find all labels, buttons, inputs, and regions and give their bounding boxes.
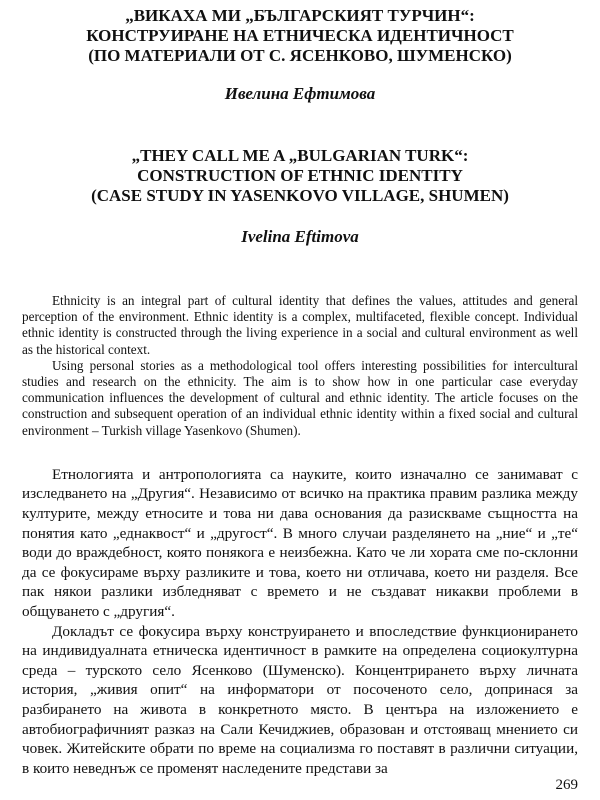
body-text — [22, 465, 578, 779]
abstract-paragraph: Ethnicity is an integral part of cultural identity that defines the values, attitudes and general perception of the environment. Ethnic identity is a complex, multifaceted, flexible concept. Individual ethnic identity is constructed through the living experience in a social and cultural environment as well as the historical context. — [22, 293, 578, 357]
title-bg-line: „ВИКАХА МИ „БЪЛГАРСКИЯТ ТУРЧИН“: — [125, 6, 475, 25]
body-paragraph: Етнологията и антропологията са науките, които изначално се занимават с изследването на „Другия“. Независимо от всичко на практика правим разлика между културите, между етносите и това ни дава основания да разискваме същността на понятия като „еднаквост“ и „другост“. В много случаи разделянето на „ние“ и „те“ води до враждебност, която понякога е неизбежна. Като че ли хората сме по-склонни да се фокусираме върху разликите и това, което ни отличава, което ни разделя. Все пак някои разлики избледняват с времето и не създават никакви проблеми в общуването с „другия“. — [22, 465, 578, 620]
body-paragraph: Докладът се фокусира върху конструирането и впоследствие функционирането на индивидуалната етническа идентичност в рамките на определена социокултурна среда – турското село Ясенково (Шуменско). Концентрирането върху личната история, „живия опит“ на информатори от посоченото село, допринася за разбирането на живота в конкретното място. В центъра на изложението е автобиографичният разказ на Сали Кечиджиев, образован и отстояващ мнението си човек. Житейските обрати по време на социализма го поставят в различни ситуации, в които неведнъж се променят наследените представи за — [22, 622, 578, 777]
author-bulgarian: Ивелина Ефтимова — [224, 84, 376, 103]
title-bg-line: КОНСТРУИРАНЕ НА ЕТНИЧЕСКА ИДЕНТИЧНОСТ — [86, 26, 514, 45]
title-bg-line: (ПО МАТЕРИАЛИ ОТ С. ЯСЕНКОВО, ШУМЕНСКО) — [88, 46, 512, 65]
abstract — [22, 293, 578, 439]
page-number: 269 — [555, 777, 578, 793]
title-en-line: „THEY CALL ME A „BULGARIAN TURK“: — [131, 146, 469, 165]
title-english — [22, 146, 578, 206]
title-bulgarian — [22, 6, 578, 66]
author-english: Ivelina Eftimova — [241, 227, 359, 246]
abstract-paragraph: Using personal stories as a methodological tool offers interesting possibilities for intercultural studies and research on the ethnicity. The aim is to show how in one particular case everyday communication influences the development of cultural and ethnic identity. The article focuses on the construction and subsequent operation of an individual ethnic identity within a fixed social and cultural environment – Turkish village Yasenkovo (Shumen). — [22, 357, 578, 438]
title-en-line: CONSTRUCTION OF ETHNIC IDENTITY — [137, 166, 463, 185]
title-en-line: (CASE STUDY IN YASENKOVO VILLAGE, SHUMEN) — [91, 186, 509, 205]
